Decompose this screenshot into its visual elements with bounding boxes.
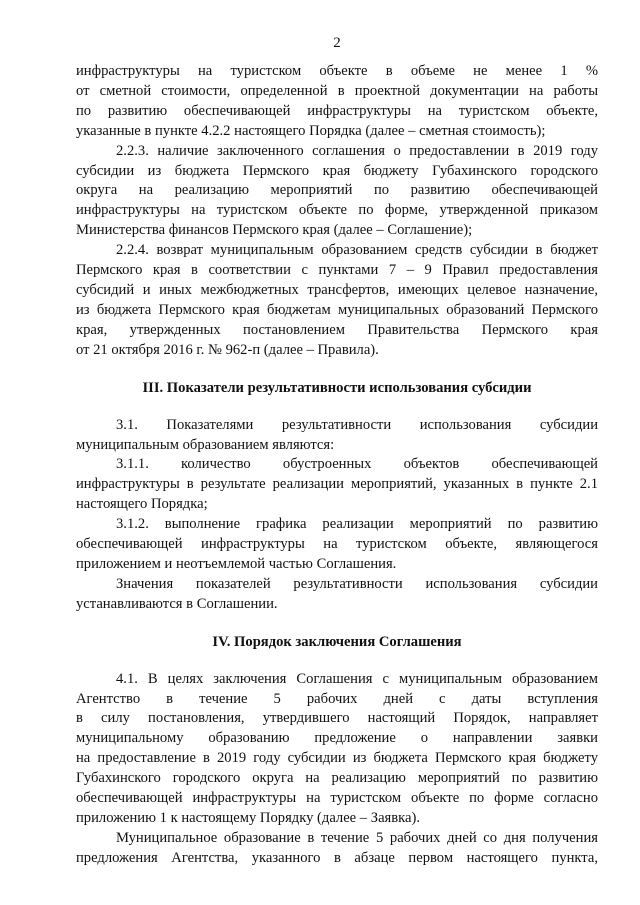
paragraph-3-1-2 — [76, 515, 598, 575]
page-number: 2 — [333, 35, 341, 51]
text-line: настоящего Порядка; — [76, 496, 208, 513]
paragraph-infrastructure-cost — [76, 62, 598, 142]
text-line: предложения Агентства, указанного в абзаце первом настоящего пункта, — [76, 849, 598, 866]
text-line: инфраструктуры в результате реализации мероприятий, указанных в пункте 2.1 — [76, 476, 598, 493]
text-line: приложением и неотъемлемой частью Соглашения. — [76, 555, 397, 572]
section-heading-iii: III. Показатели результативности использования субсидии — [142, 379, 532, 396]
paragraph-3-1-1 — [76, 455, 598, 515]
text-line: по развитию обеспечивающей инфраструктуры на туристском объекте, — [76, 102, 598, 119]
text-line: 3.1.1. количество обустроенных объектов обеспечивающей — [116, 456, 598, 473]
text-line: Муниципальное образование в течение 5 рабочих дней со дня получения — [116, 829, 598, 846]
text-line: округа на реализацию мероприятий по развитию обеспечивающей — [76, 182, 598, 199]
text-line: от сметной стоимости, определенной в проектной документации на работы — [76, 82, 598, 99]
text-line: муниципальным образованием являются: — [76, 436, 335, 453]
text-line: 3.1. Показателями результативности использования субсидии — [116, 416, 598, 433]
text-line: муниципальному образованию предложение о направлении заявки — [76, 730, 598, 747]
section-heading-iv: IV. Порядок заключения Соглашения — [212, 633, 462, 650]
text-line: 2.2.4. возврат муниципальным образованием средств субсидии в бюджет — [116, 242, 598, 259]
text-line: Значения показателей результативности использования субсидии — [116, 575, 598, 592]
text-line: Губахинского городского округа на реализацию мероприятий по развитию — [76, 770, 598, 787]
text-line: от 21 октября 2016 г. № 962-п (далее – Правила). — [76, 341, 379, 358]
text-line: приложению 1 к настоящему Порядку (далее – Заявка). — [76, 810, 421, 826]
paragraph-4-1 — [76, 670, 598, 829]
text-line: указанные в пункте 4.2.2 настоящего Порядка (далее – сметная стоимость); — [76, 122, 546, 139]
text-line: субсидии из бюджета Пермского края бюджету Губахинского городского — [76, 162, 598, 179]
text-line: обеспечивающей инфраструктуры на туристском объекте по форме согласно — [76, 790, 598, 807]
text-line: Министерства финансов Пермского края (далее – Соглашение); — [76, 222, 473, 239]
paragraph-municipal-submission — [76, 829, 598, 869]
text-line: инфраструктуры на туристском объекте в объеме не менее 1 % — [76, 63, 598, 79]
text-line: обеспечивающей инфраструктуры на туристском объекте, являющегося — [76, 536, 598, 553]
text-line: Пермского края в соответствии с пунктами 7 – 9 Правил предоставления — [76, 262, 598, 279]
text-line: инфраструктуры на туристском объекте по форме, утвержденной приказом — [76, 202, 598, 219]
text-line: в силу постановления, утвердившего настоящий Порядок, направляет — [76, 710, 598, 727]
paragraph-2-2-3 — [76, 142, 598, 242]
paragraph-3-1 — [76, 416, 598, 456]
text-line: из бюджета Пермского края бюджетам муниципальных образований Пермского — [76, 301, 598, 318]
text-line: 4.1. В целях заключения Соглашения с муниципальным образованием — [116, 670, 598, 687]
text-line: устанавливаются в Соглашении. — [76, 595, 278, 612]
text-line: субсидий и иных межбюджетных трансфертов, имеющих целевое назначение, — [76, 281, 598, 298]
text-line: Агентство в течение 5 рабочих дней с даты вступления — [76, 690, 598, 707]
text-line: на предоставление в 2019 году субсидии из бюджета Пермского края бюджету — [76, 750, 598, 767]
paragraph-indicator-values — [76, 575, 598, 615]
text-line: края, утвержденных постановлением Правительства Пермского края — [76, 321, 598, 338]
text-line: 3.1.2. выполнение графика реализации мероприятий по развитию — [116, 516, 598, 533]
text-line: 2.2.3. наличие заключенного соглашения о предоставлении в 2019 году — [116, 142, 598, 159]
paragraph-2-2-4 — [76, 241, 598, 360]
